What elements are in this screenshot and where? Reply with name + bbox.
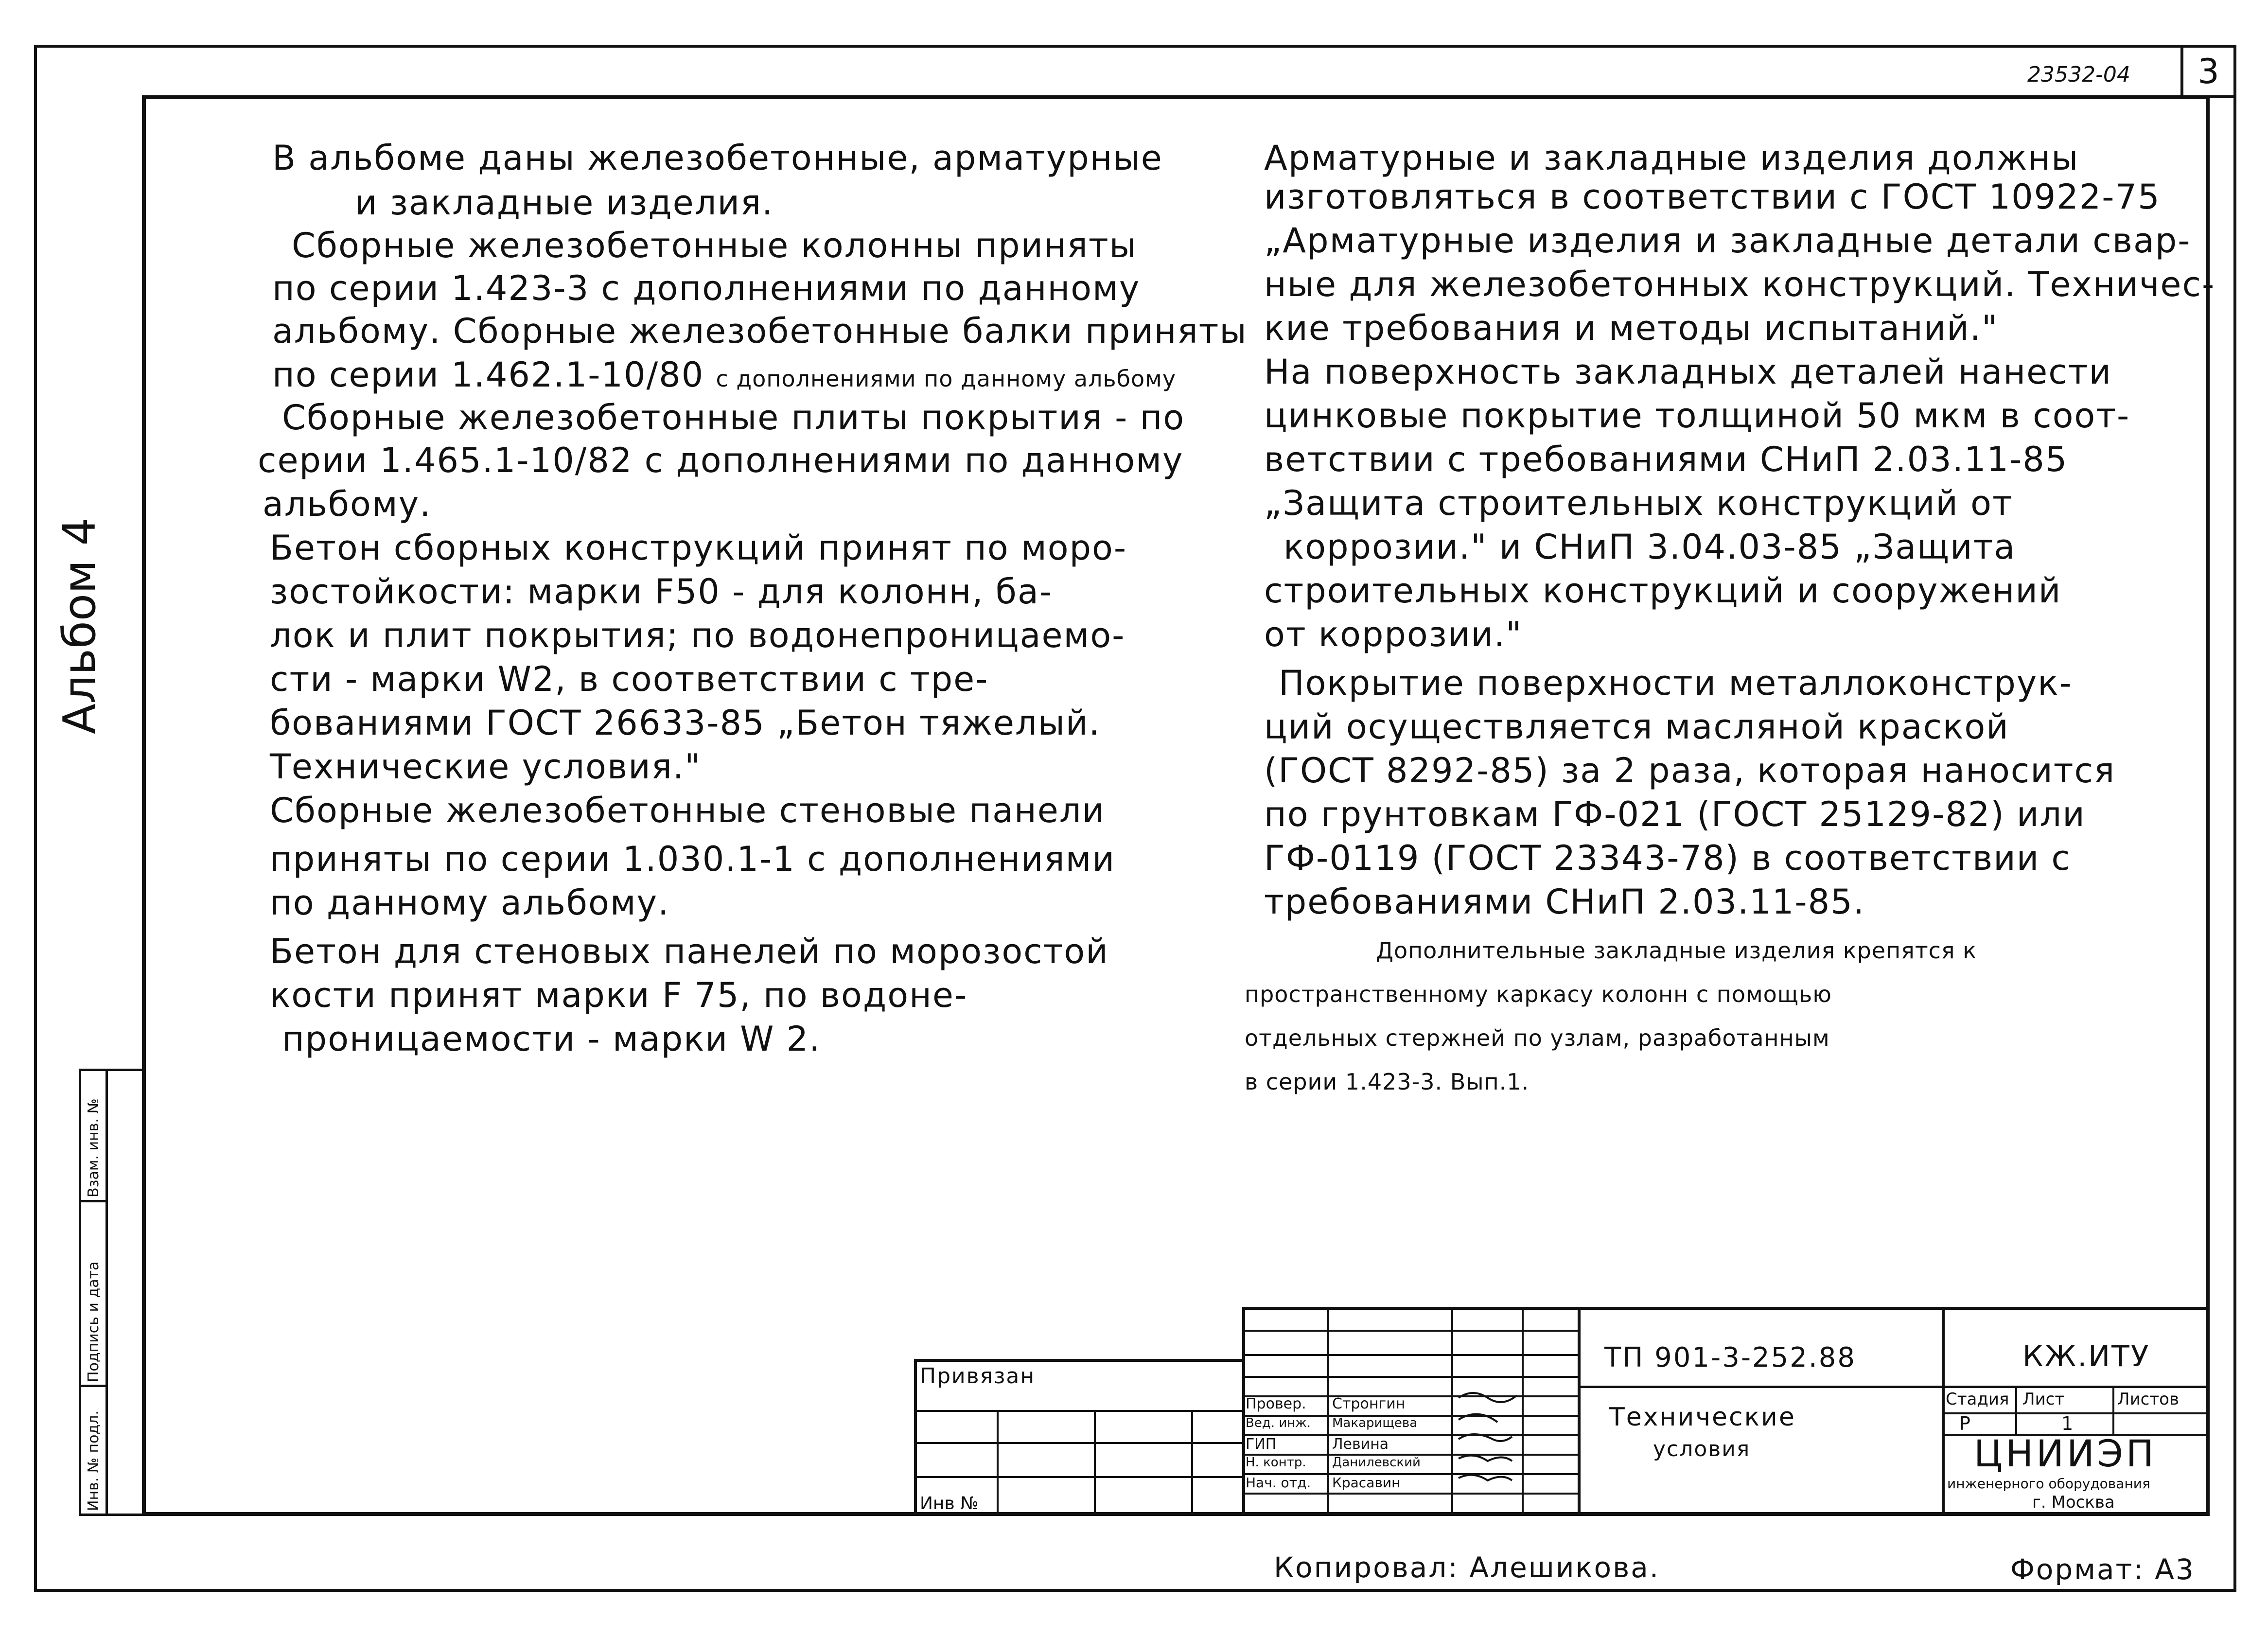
left-text-line: по серии 1.423-3 с дополнениями по данному [272, 268, 1141, 308]
sig-role: Вед. инж. [1246, 1416, 1311, 1430]
sheets-header: Листов [2117, 1390, 2180, 1409]
privyazan-label: Привязан [920, 1364, 1036, 1389]
side-label-podpis: Подпись и дата [85, 1261, 102, 1382]
left-text-line: и закладные изделия. [355, 183, 774, 223]
sig-role: Нач. отд. [1246, 1475, 1311, 1491]
right-text-line: строительных конструкций и сооружений [1264, 571, 2062, 611]
left-text-line: Сборные железобетонные стеновые панели [270, 791, 1106, 830]
left-text-line: проницаемости - марки W 2. [282, 1019, 821, 1059]
right-text-line: ГФ-0119 (ГОСТ 23343-78) в соответствии с [1264, 838, 2071, 878]
right-text-line: ций осуществляется масляной краской [1264, 707, 2009, 747]
right-text-line: коррозии." и СНиП 3.04.03-85 „Защита [1283, 527, 2016, 567]
right-text-line: „Защита строительных конструкций от [1264, 483, 2013, 523]
sig-name: Стронгин [1332, 1395, 1406, 1412]
right-text-line: ветствии с требованиями СНиП 2.03.11-85 [1264, 440, 2068, 479]
title-line1: Технические [1609, 1403, 1796, 1432]
right-text-line: цинковые покрытие толщиной 50 мкм в соот- [1264, 396, 2130, 436]
sheet-format: Формат: А3 [2010, 1553, 2195, 1586]
sig-name: Макарищева [1332, 1416, 1418, 1430]
left-text-small: с дополнениями по данному альбому [716, 366, 1177, 392]
left-text-line: по данному альбому. [270, 883, 670, 923]
left-text-span: по серии 1.462.1-10/80 [272, 355, 704, 395]
right-text-line: кие требования и методы испытаний." [1264, 308, 1999, 348]
left-text-line: альбому. Сборные железобетонные балки приняты [272, 311, 1248, 351]
sig-role: ГИП [1246, 1436, 1277, 1453]
right-small-line: в серии 1.423-3. Вып.1. [1245, 1069, 1530, 1095]
inv-no-label: Инв № [920, 1494, 979, 1514]
left-text-line: Бетон сборных конструкций принят по моро- [270, 528, 1127, 568]
org-sub1: инженерного оборудования [1947, 1476, 2150, 1492]
left-text-line: альбому. [263, 484, 432, 524]
album-label: Альбом 4 [53, 517, 105, 734]
left-text-line: зостойкости: марки F50 - для колонн, ба- [270, 572, 1053, 612]
left-text-line: лок и плит покрытия; по водонепроницаемо- [270, 616, 1125, 655]
right-text-line: по грунтовкам ГФ-021 (ГОСТ 25129-82) или [1264, 794, 2086, 834]
stage-header: Стадия [1946, 1390, 2009, 1409]
side-label-inv: Инв. № подл. [85, 1410, 102, 1511]
stage-value: Р [1959, 1413, 1970, 1434]
left-text-line: Технические условия." [270, 747, 702, 787]
left-text-line: приняты по серии 1.030.1-1 с дополнениями [270, 839, 1115, 879]
right-text-line: Арматурные и закладные изделия должны [1264, 138, 2079, 178]
left-text-line: бованиями ГОСТ 26633-85 „Бетон тяжелый. [270, 703, 1101, 743]
title-line2: условия [1653, 1437, 1751, 1461]
right-text-line: „Арматурные изделия и закладные детали свар- [1264, 221, 2191, 261]
right-text-line: от коррозии." [1264, 615, 1523, 654]
left-text-line: серии 1.465.1-10/82 с дополнениями по данному [258, 440, 1184, 480]
left-text-line: В альбоме даны железобетонные, арматурные [272, 138, 1163, 178]
left-text-line: кости принят марки F 75, по водоне- [270, 975, 968, 1015]
left-text-line: сти - марки W2, в соответствии с тре- [270, 659, 989, 699]
sig-role: Н. контр. [1246, 1455, 1306, 1470]
project-code: ТП 901-3-252.88 [1604, 1342, 1856, 1373]
doc-code: 23532-04 [2027, 62, 2130, 87]
right-text-line: Покрытие поверхности металлоконструк- [1279, 663, 2073, 703]
sig-name: Левина [1332, 1436, 1389, 1453]
right-text-line: На поверхность закладных деталей нанести [1264, 352, 2112, 392]
left-text-line: Сборные железобетонные плиты покрытия - по [282, 398, 1185, 438]
sig-role: Провер. [1246, 1395, 1306, 1412]
right-small-line: пространственному каркасу колонн с помощью [1245, 981, 1832, 1007]
side-label-vzam: Взам. инв. № [85, 1098, 102, 1197]
right-text-line: изготовляться в соответствии с ГОСТ 10922-75 [1264, 177, 2161, 217]
right-small-line: отдельных стержней по узлам, разработанным [1245, 1025, 1830, 1051]
right-text-line: (ГОСТ 8292-85) за 2 раза, которая наносится [1264, 751, 2116, 791]
right-small-line: Дополнительные закладные изделия крепятся к [1376, 937, 1977, 964]
copied-by: Копировал: Алешикова. [1274, 1551, 1660, 1584]
right-text-line: требованиями СНиП 2.03.11-85. [1264, 882, 1865, 922]
org-name: ЦНИИЭП [1974, 1432, 2157, 1475]
sheet-value: 1 [2061, 1413, 2074, 1434]
left-text-line: Бетон для стеновых панелей по морозостой [270, 932, 1109, 971]
org-sub2: г. Москва [2032, 1493, 2115, 1512]
right-text-line: ные для железобетонных конструкций. Техничес- [1264, 264, 2215, 304]
left-text-line: Сборные железобетонные колонны приняты [292, 226, 1137, 265]
signature-scribbles [1454, 1381, 1575, 1497]
drawing-mark: КЖ.ИТУ [2022, 1339, 2150, 1373]
sheet-number: 3 [2180, 45, 2236, 98]
sig-name: Красавин [1332, 1475, 1401, 1491]
sig-name: Данилевский [1332, 1455, 1421, 1470]
sheet-header: Лист [2022, 1390, 2065, 1409]
